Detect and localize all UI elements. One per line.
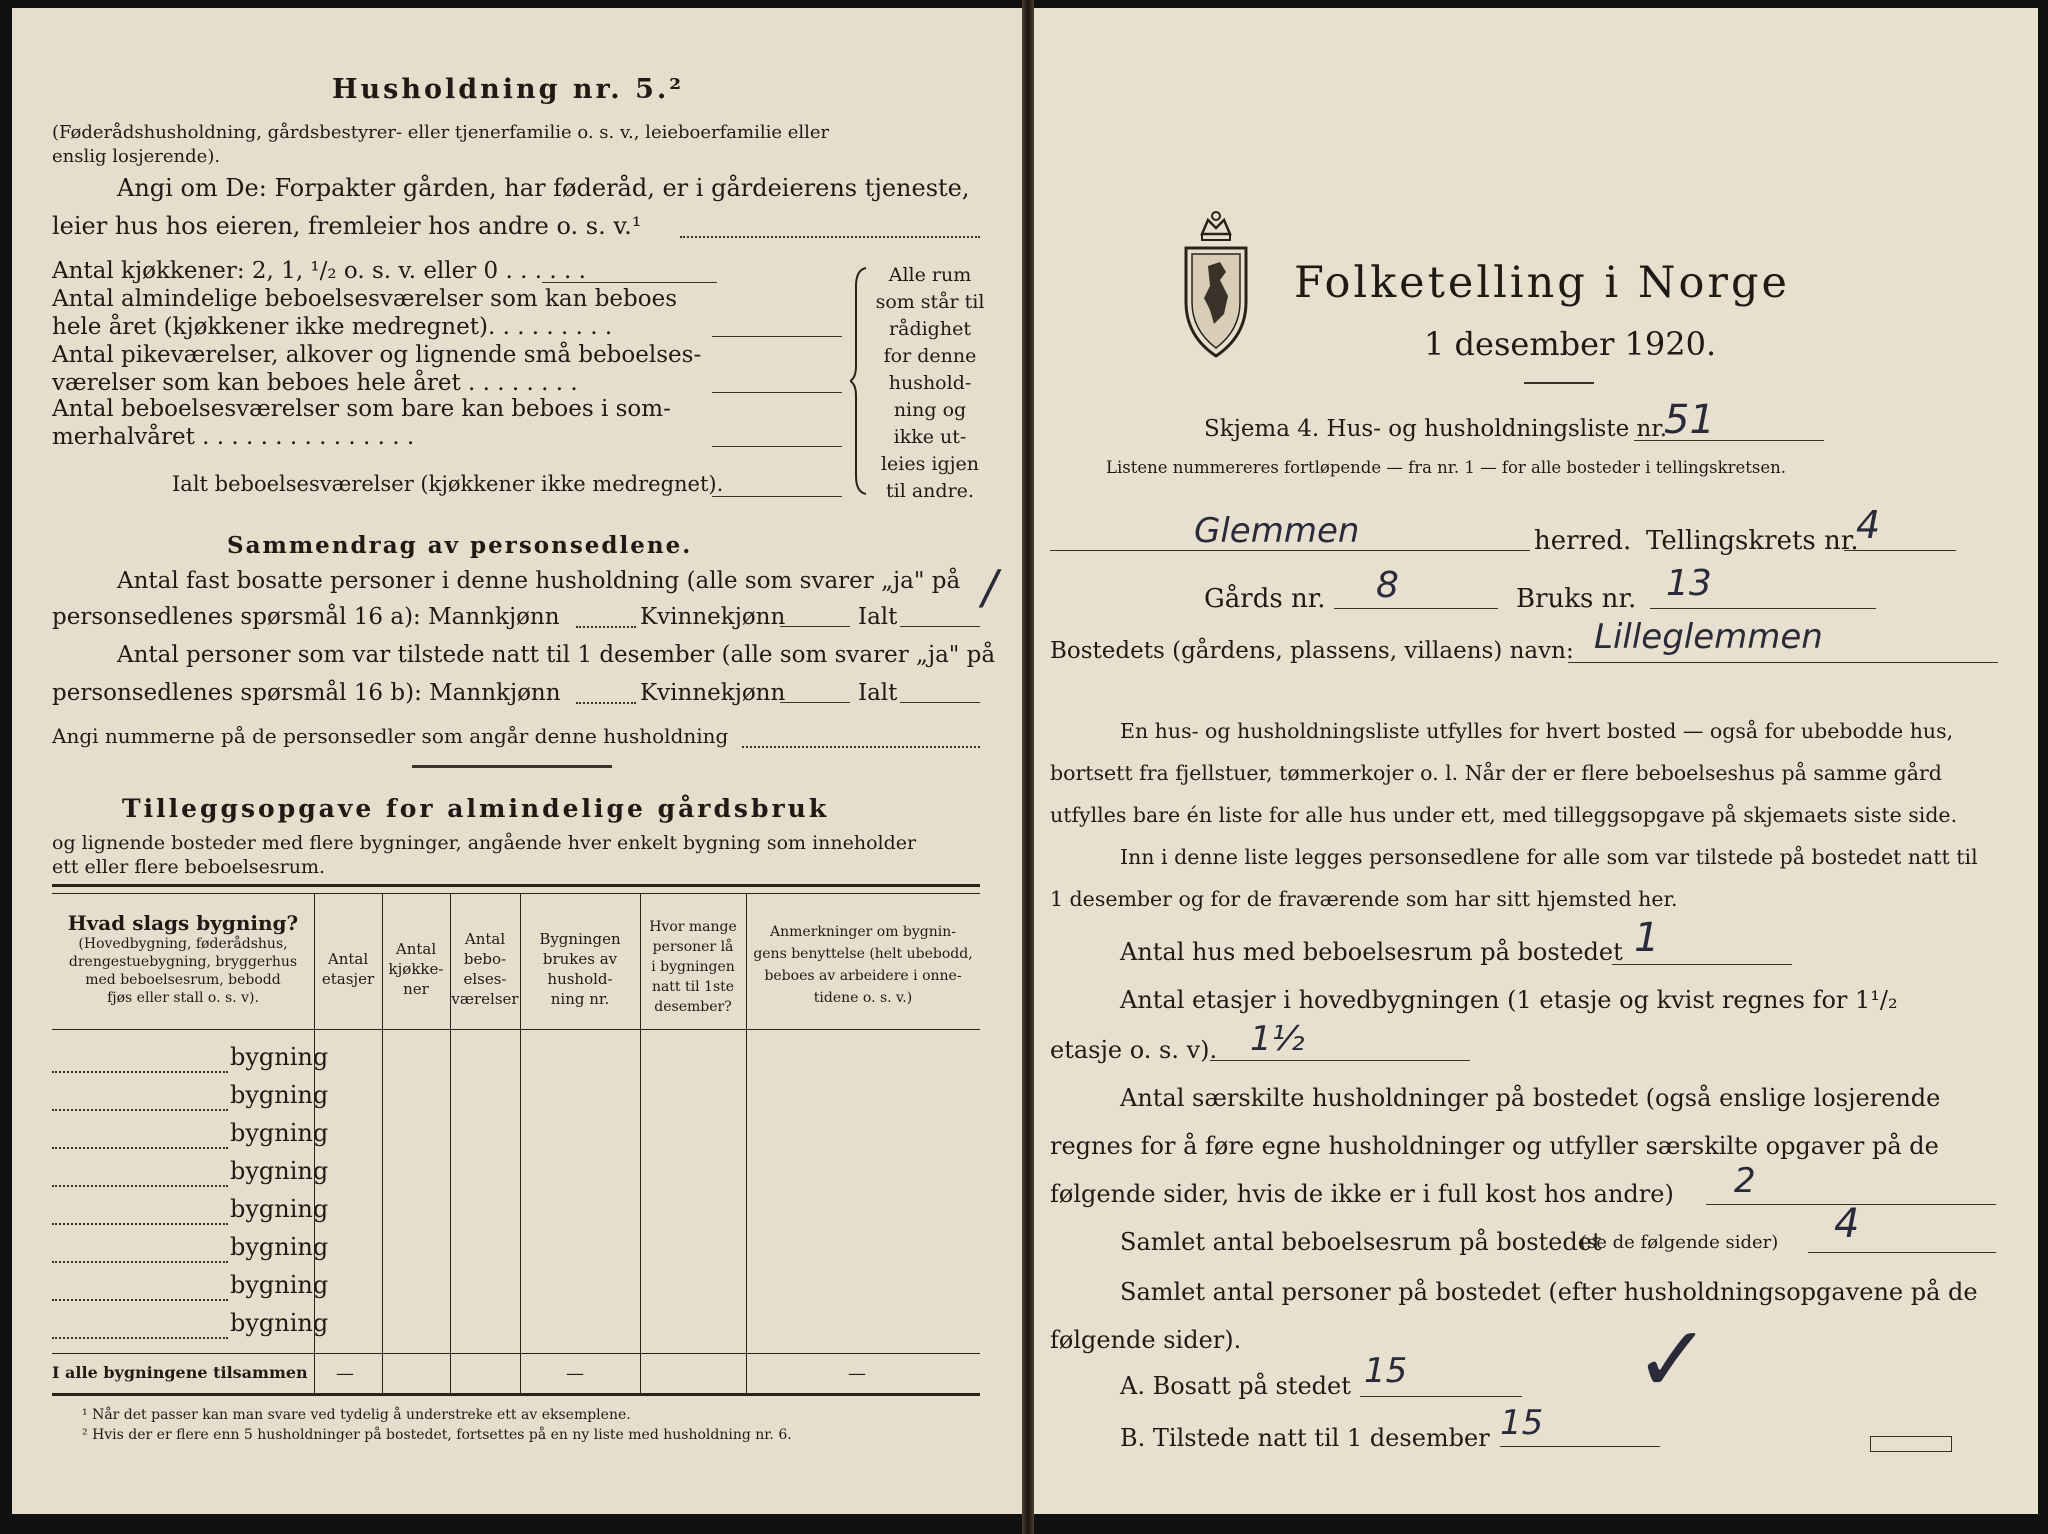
rooms-ordinary-1: Antal almindelige beboelsesværelser som kan beboes (52, 286, 678, 312)
floors-value: 1½ (1250, 1019, 1305, 1059)
bosted-value: Lilleglemmen (1594, 617, 1823, 657)
b-present-value: 15 (1500, 1403, 1544, 1443)
floors-line-2: etasje o. s. v). (1050, 1036, 1218, 1064)
summary-present-2: personsedlenes spørsmål 16 b): Mannkjønn (52, 680, 561, 706)
households-line-2: regnes for å føre egne husholdninger og utfyller særskilte opgaver på de (1050, 1132, 1939, 1160)
summary-heading: Sammendrag av personsedlene. (227, 532, 693, 559)
gards-value: 8 (1376, 565, 1399, 606)
right-page (1034, 8, 2038, 1514)
bosted-label: Bostedets (gårdens, plassens, villaens) navn: (1050, 638, 1574, 664)
page-fold (1022, 0, 1034, 1534)
rooms-total: Ialt beboelsesværelser (kjøkkener ikke medregnet). (172, 472, 724, 496)
printer-stamp (1870, 1436, 1952, 1452)
table-row: bygning (52, 1155, 980, 1193)
household-title: Husholdning nr. 5.² (332, 74, 685, 105)
census-title: Folketelling i Norge (1294, 258, 1790, 308)
table-row: bygning (52, 1193, 980, 1231)
rooms-label: Samlet antal beboelsesrum på bostedet (1120, 1228, 1602, 1256)
rooms-summer-2: merhalvåret . . . . . . . . . . . . . . . (52, 424, 415, 450)
bruks-label: Bruks nr. (1516, 584, 1637, 614)
side-note: Alle rum som står til rådighet for denne hushold- ning og ikke ut- leies igjen til andre. (875, 264, 985, 502)
summary-female-b: Kvinnekjønn (640, 680, 786, 706)
brace-icon (850, 266, 870, 496)
rooms-value: 4 (1834, 1201, 1860, 1247)
col-floors-header: Antal etasjer (321, 950, 375, 988)
handwritten-check: ✓ (1634, 1306, 1712, 1413)
households-line-1: Antal særskilte husholdninger på bostedet (også enslige losjerende (1120, 1084, 1941, 1112)
supplement-heading: Tilleggsopgave for almindelige gårdsbruk (122, 794, 830, 823)
table-row: bygning (52, 1117, 980, 1155)
summary-numbers: Angi nummerne på de personsedler som angår denne husholdning (52, 724, 729, 748)
footnote-1: ¹ Når det passer kan man svare ved tydelig å understreke ett av eksemplene. (82, 1407, 631, 1423)
building-table (52, 884, 980, 1396)
summary-present-1: Antal personer som var tilstede natt til 1 desember (alle som svarer „ja" på (117, 642, 996, 668)
persons-line-2: følgende sider). (1050, 1326, 1242, 1354)
rooms-maid-2: værelser som kan beboes hele året . . . . . . . . (52, 370, 578, 396)
persons-line-1: Samlet antal personer på bostedet (efter husholdningsopgavene på de (1120, 1278, 1978, 1306)
a-resident-label: A. Bosatt på stedet (1120, 1372, 1351, 1400)
building-rows (52, 1041, 980, 1345)
supplement-sub-1: og lignende bosteder med flere bygninger, angående hver enkelt bygning som inneholder (52, 832, 917, 854)
coat-of-arms-icon (1180, 206, 1252, 360)
summary-fixed-2: personsedlenes spørsmål 16 a): Mannkjønn (52, 604, 560, 630)
table-row: bygning (52, 1041, 980, 1079)
handwritten-tick: / (982, 560, 998, 614)
col-remarks-header: Anmerkninger om bygnin- gens benyttelse (helt ubebodd, beboes av arbeidere i onne- tidene o. s. v.) (753, 924, 973, 1006)
table-row: bygning (52, 1231, 980, 1269)
left-page (12, 8, 1022, 1514)
a-resident-value: 15 (1364, 1351, 1408, 1391)
summary-total-b: Ialt (858, 680, 898, 706)
table-total-label: I alle bygningene tilsammen (52, 1363, 308, 1382)
rooms-maid-1: Antal pikeværelser, alkover og lignende små beboelses- (52, 342, 702, 368)
bruks-value: 13 (1666, 563, 1712, 604)
rooms-note: (se de følgende sider) (1580, 1232, 1779, 1253)
schema-value: 51 (1664, 397, 1715, 443)
total-used-dash: — (566, 1363, 584, 1384)
info-text: En hus- og husholdningsliste utfylles for hvert bosted — også for ubebodde hus, bortsett fra fjellstuer, tømmerkojer o. l. Når der er flere beboelseshus på samme gård utfylles bare én liste for alle hus under ett, med tilleggsopgave på skjemaets siste side. Inn i denne liste legges personsedlene for alle som var tilstede på bostedet natt til 1 desember og for de fraværende som har sitt hjemsted her. (1050, 719, 1978, 911)
footnote-2: ² Hvis der er flere enn 5 husholdninger på bostedet, fortsettes på en ny liste med husholdning nr. 6. (82, 1427, 792, 1443)
col-used-header: Bygningen brukes av hushold- ning nr. (539, 930, 621, 1008)
houses-label: Antal hus med beboelsesrum på bostedet (1120, 938, 1623, 966)
households-line-3: følgende sider, hvis de ikke er i full kost hos andre) (1050, 1180, 1674, 1208)
intro-line-2: enslig losjerende). (52, 146, 221, 167)
gards-label: Gårds nr. (1204, 584, 1326, 614)
floors-line-1: Antal etasjer i hovedbygningen (1 etasje og kvist regnes for 1¹/₂ (1120, 986, 1898, 1014)
houses-value: 1 (1634, 915, 1660, 961)
ask-line-1: Angi om De: Forpakter gården, har føderåd, er i gårdeierens tjeneste, (117, 174, 970, 202)
total-remarks-dash: — (848, 1363, 866, 1384)
rooms-kitchens: Antal kjøkkener: 2, 1, ¹/₂ o. s. v. eller 0 . . . . . . (52, 258, 586, 284)
rooms-summer-1: Antal beboelsesværelser som bare kan beboes i som- (52, 396, 671, 422)
rooms-ordinary-2: hele året (kjøkkener ikke medregnet). . . . . . . . . (52, 314, 613, 340)
col-building-header: Hvad slags bygning? (Hovedbygning, føderådshus, drengestuebygning, bryggerhus med beboelsesrum, bebodd fjøs eller stall o. s. v). (67, 911, 299, 1006)
households-value: 2 (1734, 1161, 1756, 1201)
numbering-note: Listene nummereres fortløpende — fra nr. 1 — for alle bosteder i tellingskretsen. (1106, 458, 1787, 477)
ask-line-2: leier hus hos eieren, fremleier hos andre o. s. v.¹ (52, 212, 642, 240)
supplement-sub-2: ett eller flere beboelsesrum. (52, 856, 326, 878)
col-rooms-header: Antal bebo- elses- værelser (451, 930, 519, 1008)
summary-total-a: Ialt (858, 604, 898, 630)
schema-label: Skjema 4. Hus- og husholdningsliste nr. (1204, 416, 1668, 442)
summary-female-a: Kvinnekjønn (640, 604, 786, 630)
b-present-label: B. Tilstede natt til 1 desember (1120, 1424, 1490, 1452)
col-kitchens-header: Antal kjøkke- ner (388, 940, 444, 998)
table-row: bygning (52, 1079, 980, 1117)
summary-fixed-1: Antal fast bosatte personer i denne husholdning (alle som svarer „ja" på (117, 568, 961, 594)
table-row: bygning (52, 1269, 980, 1307)
krets-value: 4 (1856, 503, 1881, 547)
herred-label: herred. (1534, 526, 1632, 556)
census-date: 1 desember 1920. (1424, 325, 1717, 363)
total-floors-dash: — (336, 1363, 354, 1384)
intro-line-1: (Føderådshusholdning, gårdsbestyrer- eller tjenerfamilie o. s. v., leieboerfamilie eller (52, 122, 830, 143)
herred-value: Glemmen (1194, 511, 1360, 551)
krets-label: Tellingskrets nr. (1646, 526, 1859, 556)
col-persons-header: Hvor mange personer lå i bygningen natt til 1ste desember? (649, 919, 737, 1015)
table-row: bygning (52, 1307, 980, 1345)
